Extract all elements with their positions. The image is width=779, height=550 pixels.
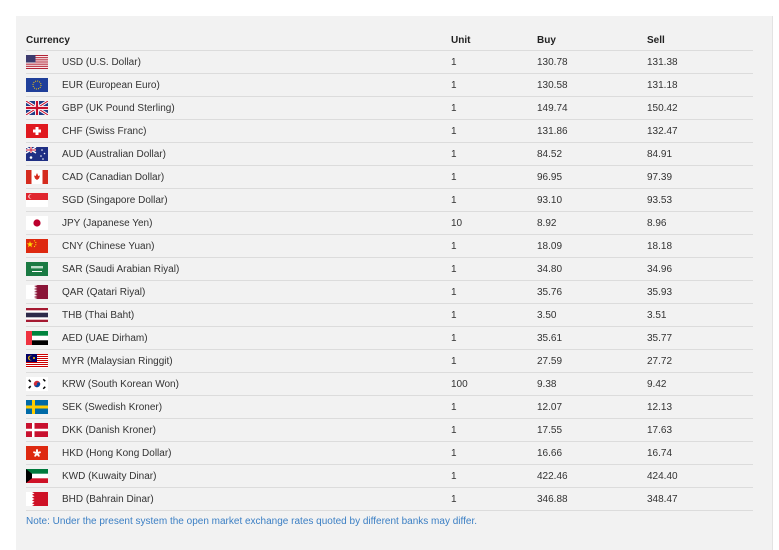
- buy-rate-cell: 346.88: [537, 488, 647, 511]
- sell-rate-cell: 348.47: [647, 488, 753, 511]
- qa-flag-icon: [26, 285, 48, 299]
- currency-name: DKK (Danish Kroner): [62, 424, 156, 436]
- unit-cell: 1: [451, 281, 537, 304]
- header-currency: Currency: [26, 30, 451, 51]
- currency-cell: [26, 373, 451, 396]
- buy-rate-cell: 130.58: [537, 74, 647, 97]
- table-row: [26, 51, 753, 74]
- sell-rate-cell: 424.40: [647, 465, 753, 488]
- currency-cell: [26, 442, 451, 465]
- unit-cell: 100: [451, 373, 537, 396]
- table-row: [26, 465, 753, 488]
- ae-flag-icon: [26, 331, 48, 345]
- table-row: [26, 74, 753, 97]
- currency-cell: [26, 212, 451, 235]
- ca-flag-icon: [26, 170, 48, 184]
- currency-cell: [26, 120, 451, 143]
- currency-cell: [26, 74, 451, 97]
- currency-name: EUR (European Euro): [62, 79, 160, 91]
- unit-cell: 1: [451, 396, 537, 419]
- sell-rate-cell: 131.18: [647, 74, 753, 97]
- currency-name: AED (UAE Dirham): [62, 332, 148, 344]
- currency-name: SGD (Singapore Dollar): [62, 194, 168, 206]
- currency-cell: [26, 143, 451, 166]
- exchange-rate-panel: [16, 16, 773, 550]
- unit-cell: 1: [451, 143, 537, 166]
- currency-cell: [26, 396, 451, 419]
- table-row: [26, 235, 753, 258]
- currency-cell: [26, 419, 451, 442]
- buy-rate-cell: 27.59: [537, 350, 647, 373]
- currency-cell: [26, 304, 451, 327]
- header-sell: Sell: [647, 30, 753, 51]
- buy-rate-cell: 12.07: [537, 396, 647, 419]
- table-row: [26, 258, 753, 281]
- table-row: [26, 281, 753, 304]
- sell-rate-cell: 35.77: [647, 327, 753, 350]
- bh-flag-icon: [26, 492, 48, 506]
- buy-rate-cell: 130.78: [537, 51, 647, 74]
- table-row: [26, 488, 753, 511]
- buy-rate-cell: 17.55: [537, 419, 647, 442]
- dk-flag-icon: [26, 423, 48, 437]
- currency-name: BHD (Bahrain Dinar): [62, 493, 154, 505]
- currency-name: USD (U.S. Dollar): [62, 56, 141, 68]
- us-flag-icon: [26, 55, 48, 69]
- unit-cell: 1: [451, 51, 537, 74]
- sell-rate-cell: 16.74: [647, 442, 753, 465]
- sell-rate-cell: 8.96: [647, 212, 753, 235]
- unit-cell: 1: [451, 442, 537, 465]
- currency-name: CAD (Canadian Dollar): [62, 171, 165, 183]
- unit-cell: 1: [451, 488, 537, 511]
- hk-flag-icon: [26, 446, 48, 460]
- buy-rate-cell: 96.95: [537, 166, 647, 189]
- buy-rate-cell: 16.66: [537, 442, 647, 465]
- buy-rate-cell: 9.38: [537, 373, 647, 396]
- currency-name: GBP (UK Pound Sterling): [62, 102, 175, 114]
- buy-rate-cell: 422.46: [537, 465, 647, 488]
- buy-rate-cell: 35.61: [537, 327, 647, 350]
- buy-rate-cell: 35.76: [537, 281, 647, 304]
- currency-cell: [26, 235, 451, 258]
- currency-cell: [26, 166, 451, 189]
- currency-cell: [26, 258, 451, 281]
- unit-cell: 1: [451, 327, 537, 350]
- panel-divider: [772, 16, 773, 550]
- my-flag-icon: [26, 354, 48, 368]
- sell-rate-cell: 17.63: [647, 419, 753, 442]
- table-header-row: [26, 30, 753, 51]
- table-row: [26, 166, 753, 189]
- top-strip: [0, 0, 779, 16]
- table-row: [26, 189, 753, 212]
- cn-flag-icon: [26, 239, 48, 253]
- currency-cell: [26, 327, 451, 350]
- currency-name: SAR (Saudi Arabian Riyal): [62, 263, 180, 275]
- eu-flag-icon: [26, 78, 48, 92]
- unit-cell: 1: [451, 235, 537, 258]
- buy-rate-cell: 34.80: [537, 258, 647, 281]
- buy-rate-cell: 84.52: [537, 143, 647, 166]
- buy-rate-cell: 131.86: [537, 120, 647, 143]
- sell-rate-cell: 12.13: [647, 396, 753, 419]
- unit-cell: 10: [451, 212, 537, 235]
- kr-flag-icon: [26, 377, 48, 391]
- currency-cell: [26, 281, 451, 304]
- sell-rate-cell: 3.51: [647, 304, 753, 327]
- buy-rate-cell: 149.74: [537, 97, 647, 120]
- sell-rate-cell: 34.96: [647, 258, 753, 281]
- buy-rate-cell: 8.92: [537, 212, 647, 235]
- sell-rate-cell: 27.72: [647, 350, 753, 373]
- au-flag-icon: [26, 147, 48, 161]
- table-row: [26, 304, 753, 327]
- th-flag-icon: [26, 308, 48, 322]
- buy-rate-cell: 3.50: [537, 304, 647, 327]
- table-row: [26, 396, 753, 419]
- unit-cell: 1: [451, 419, 537, 442]
- ch-flag-icon: [26, 124, 48, 138]
- currency-name: QAR (Qatari Riyal): [62, 286, 146, 298]
- buy-rate-cell: 18.09: [537, 235, 647, 258]
- currency-cell: [26, 189, 451, 212]
- jp-flag-icon: [26, 216, 48, 230]
- currency-name: KWD (Kuwaity Dinar): [62, 470, 157, 482]
- buy-rate-cell: 93.10: [537, 189, 647, 212]
- market-rate-note: Note: Under the present system the open market exchange rates quoted by different banks may differ.: [26, 516, 478, 527]
- table-row: [26, 120, 753, 143]
- sg-flag-icon: [26, 193, 48, 207]
- unit-cell: 1: [451, 304, 537, 327]
- currency-name: AUD (Australian Dollar): [62, 148, 166, 160]
- currency-cell: [26, 97, 451, 120]
- currency-name: KRW (South Korean Won): [62, 378, 179, 390]
- sell-rate-cell: 84.91: [647, 143, 753, 166]
- header-buy: Buy: [537, 30, 647, 51]
- gb-flag-icon: [26, 101, 48, 115]
- currency-name: SEK (Swedish Kroner): [62, 401, 163, 413]
- currency-cell: [26, 465, 451, 488]
- unit-cell: 1: [451, 120, 537, 143]
- kw-flag-icon: [26, 469, 48, 483]
- unit-cell: 1: [451, 258, 537, 281]
- table-row: [26, 419, 753, 442]
- exchange-rate-table: [26, 30, 753, 511]
- sell-rate-cell: 18.18: [647, 235, 753, 258]
- unit-cell: 1: [451, 350, 537, 373]
- currency-cell: [26, 488, 451, 511]
- unit-cell: 1: [451, 166, 537, 189]
- table-row: [26, 373, 753, 396]
- table-row: [26, 143, 753, 166]
- sell-rate-cell: 93.53: [647, 189, 753, 212]
- table-row: [26, 350, 753, 373]
- currency-name: HKD (Hong Kong Dollar): [62, 447, 172, 459]
- sa-flag-icon: [26, 262, 48, 276]
- currency-name: CHF (Swiss Franc): [62, 125, 147, 137]
- currency-name: JPY (Japanese Yen): [62, 217, 153, 229]
- currency-name: CNY (Chinese Yuan): [62, 240, 155, 252]
- se-flag-icon: [26, 400, 48, 414]
- currency-name: THB (Thai Baht): [62, 309, 135, 321]
- unit-cell: 1: [451, 97, 537, 120]
- currency-cell: [26, 51, 451, 74]
- sell-rate-cell: 132.47: [647, 120, 753, 143]
- table-row: [26, 212, 753, 235]
- table-row: [26, 97, 753, 120]
- header-unit: Unit: [451, 30, 537, 51]
- table-row: [26, 442, 753, 465]
- sell-rate-cell: 150.42: [647, 97, 753, 120]
- unit-cell: 1: [451, 465, 537, 488]
- sell-rate-cell: 97.39: [647, 166, 753, 189]
- sell-rate-cell: 9.42: [647, 373, 753, 396]
- unit-cell: 1: [451, 74, 537, 97]
- unit-cell: 1: [451, 189, 537, 212]
- sell-rate-cell: 35.93: [647, 281, 753, 304]
- currency-cell: [26, 350, 451, 373]
- table-row: [26, 327, 753, 350]
- currency-name: MYR (Malaysian Ringgit): [62, 355, 173, 367]
- sell-rate-cell: 131.38: [647, 51, 753, 74]
